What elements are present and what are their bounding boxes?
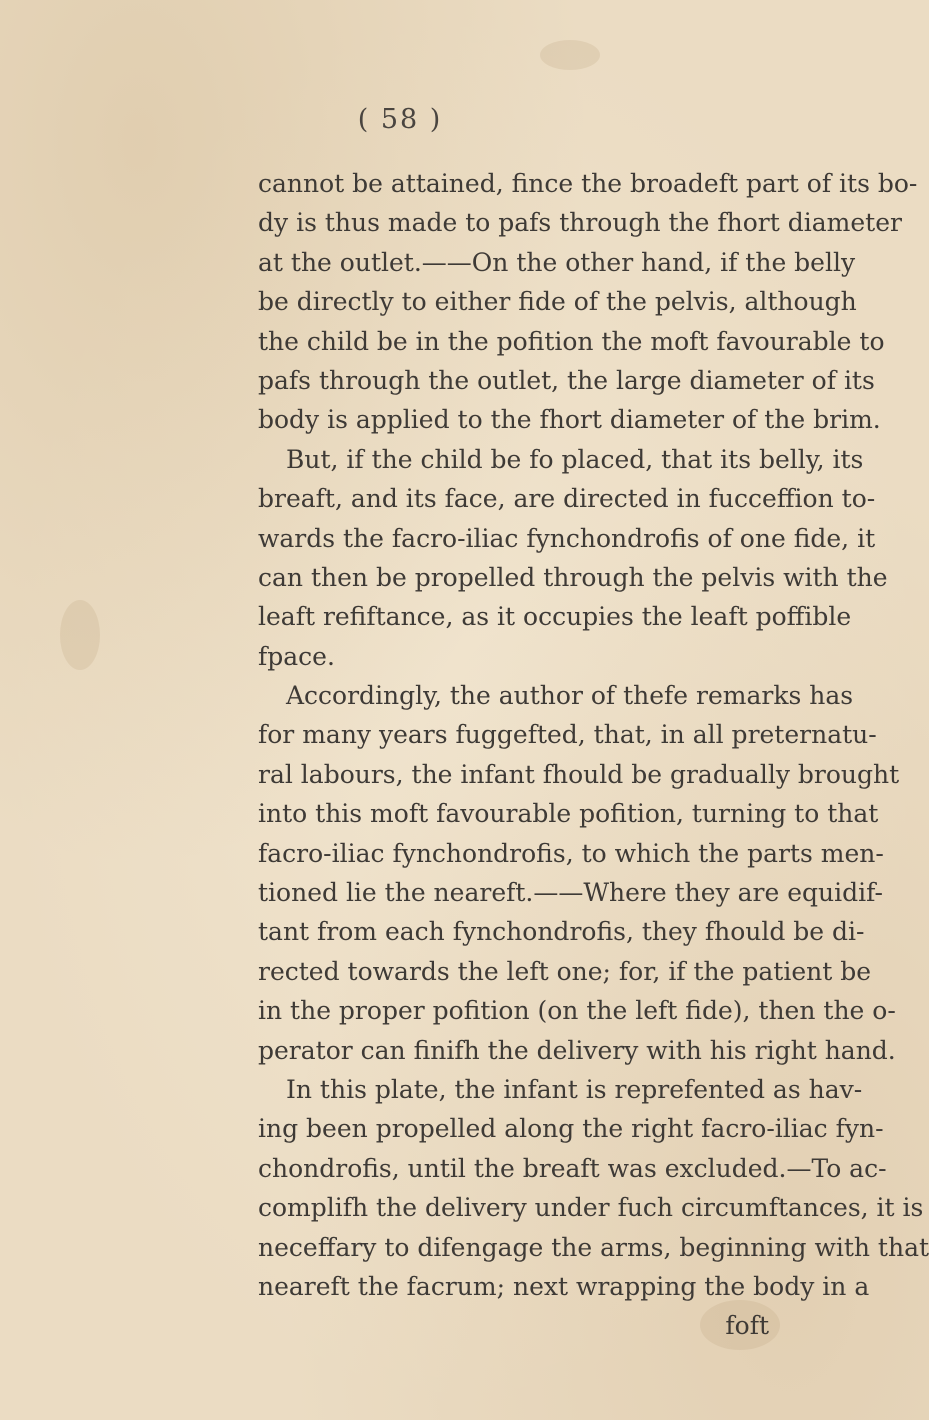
text-line: breaft, and its face, are directed in fucceffion to- <box>258 484 876 514</box>
text-line: tant from each fynchondrofis, they fhould be di- <box>258 917 865 947</box>
text-line: facro-iliac fynchondrofis, to which the parts men- <box>258 838 884 868</box>
text-line: leaft refiftance, as it occupies the leaft poffible <box>258 602 852 632</box>
text-line: complifh the delivery under fuch circumftances, it is <box>258 1193 924 1223</box>
text-line: in the proper pofition (on the left fide), then the o- <box>258 996 896 1026</box>
text-line: ral labours, the infant fhould be gradually brought <box>258 759 900 789</box>
text-line: into this moft favourable pofition, turning to that <box>258 799 879 829</box>
page-number: ( 58 ) <box>357 104 443 135</box>
text-line: tioned lie the neareft.——Where they are equidif- <box>258 878 883 908</box>
text-line: rected towards the left one; for, if the patient be <box>258 956 872 986</box>
paper-stain <box>540 40 600 70</box>
text-line: the child be in the pofition the moft favourable to <box>258 326 885 356</box>
catchword: foft <box>725 1311 769 1341</box>
text-line: In this plate, the infant is reprefented as hav- <box>286 1074 863 1104</box>
text-line: for many years fuggefted, that, in all preternatu- <box>258 720 877 750</box>
body-text <box>258 164 929 1346</box>
text-line: pafs through the outlet, the large diameter of its <box>258 365 875 395</box>
text-line: cannot be attained, fince the broadeft part of its bo- <box>258 169 918 198</box>
text-line: at the outlet.——On the other hand, if the belly <box>258 247 856 277</box>
text-line: Accordingly, the author of thefe remarks has <box>286 681 854 711</box>
text-line: But, if the child be fo placed, that its belly, its <box>286 444 864 474</box>
text-line: neareft the facrum; next wrapping the body in a <box>258 1271 870 1301</box>
text-line: chondrofis, until the breaft was excluded.—To ac- <box>258 1153 887 1183</box>
paper-stain <box>60 600 100 670</box>
text-line: body is applied to the fhort diameter of the brim. <box>258 405 881 435</box>
text-line: fpace. <box>258 641 335 671</box>
text-line: ing been propelled along the right facro-iliac fyn- <box>258 1114 884 1144</box>
text-line: be directly to either fide of the pelvis, although <box>258 287 857 317</box>
text-line: can then be propelled through the pelvis with the <box>258 562 888 592</box>
text-line: neceffary to difengage the arms, beginning with that <box>258 1232 929 1262</box>
text-line: dy is thus made to pafs through the fhort diameter <box>258 208 902 238</box>
text-line: wards the facro-iliac fynchondrofis of one fide, it <box>258 523 876 553</box>
text-line: perator can finifh the delivery with his right hand. <box>258 1035 896 1065</box>
